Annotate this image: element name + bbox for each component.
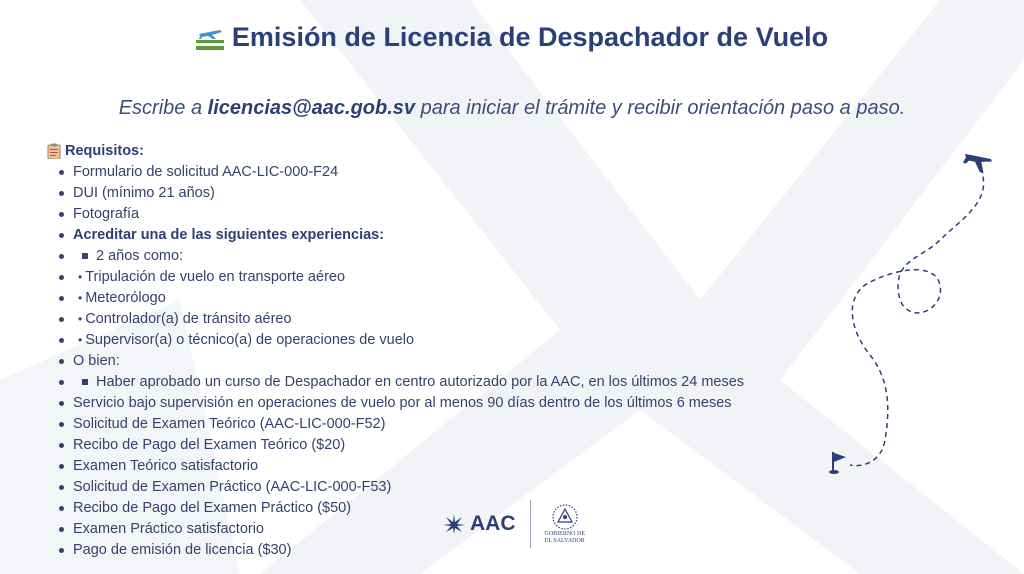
list-item-text: Recibo de Pago del Examen Práctico ($50) bbox=[73, 500, 352, 516]
list-item-text: Meteorólogo bbox=[85, 290, 166, 306]
intro-text bbox=[0, 97, 1024, 120]
intro-prefix: Escribe a bbox=[118, 97, 203, 119]
list-item-text: Haber aprobado un curso de Despachador en centro autorizado por la AAC, en los últimos 24 meses bbox=[96, 374, 745, 390]
list-item bbox=[73, 540, 744, 561]
square-bullet-icon bbox=[82, 253, 88, 259]
requirements-heading bbox=[47, 143, 144, 159]
list-item-text: Examen Teórico satisfactorio bbox=[73, 458, 259, 474]
logo-divider bbox=[530, 500, 531, 548]
list-item-text: Supervisor(a) o técnico(a) de operaciones de vuelo bbox=[85, 332, 415, 348]
list-item bbox=[73, 246, 744, 267]
intro-suffix: para iniciar el trámite y recibir orientación paso a paso. bbox=[420, 97, 906, 119]
dot-bullet-icon: • bbox=[78, 291, 83, 305]
flight-path-decoration bbox=[820, 140, 1010, 490]
list-item-text: Solicitud de Examen Teórico (AAC-LIC-000-F52) bbox=[73, 416, 386, 432]
list-item-text: DUI (mínimo 21 años) bbox=[73, 185, 215, 201]
dot-bullet-icon: • bbox=[78, 333, 83, 347]
list-item bbox=[73, 393, 744, 414]
airplane-icon bbox=[961, 150, 993, 175]
list-item bbox=[73, 414, 744, 435]
list-item bbox=[73, 183, 744, 204]
list-item-text: Tripulación de vuelo en transporte aéreo bbox=[85, 269, 346, 285]
list-item bbox=[73, 456, 744, 477]
footer-logos bbox=[442, 498, 585, 550]
gob-line2: EL SALVADOR bbox=[544, 538, 585, 544]
list-item bbox=[73, 162, 744, 183]
list-item-text: 2 años como: bbox=[96, 248, 184, 264]
list-item bbox=[73, 330, 744, 351]
list-item bbox=[73, 477, 744, 498]
aac-logo-text: AAC bbox=[470, 512, 516, 535]
requirements-list bbox=[56, 162, 744, 561]
list-item bbox=[73, 351, 744, 372]
aac-logo bbox=[442, 512, 516, 536]
list-item-text: O bien: bbox=[73, 353, 120, 369]
coat-of-arms-icon bbox=[550, 503, 580, 531]
page-title bbox=[0, 22, 1024, 53]
dot-bullet-icon: • bbox=[78, 312, 83, 326]
list-item-text: Acreditar una de las siguientes experiencias: bbox=[73, 227, 385, 243]
list-item bbox=[73, 267, 744, 288]
list-item-text: Fotografía bbox=[73, 206, 140, 222]
list-item-text: Formulario de solicitud AAC-LIC-000-F24 bbox=[73, 164, 339, 180]
list-item bbox=[73, 204, 744, 225]
list-item bbox=[73, 372, 744, 393]
clipboard-icon bbox=[47, 143, 61, 159]
dot-bullet-icon: • bbox=[78, 270, 83, 284]
list-item-text: Examen Práctico satisfactorio bbox=[73, 521, 264, 537]
list-item-text: Controlador(a) de tránsito aéreo bbox=[85, 311, 292, 327]
list-item bbox=[73, 435, 744, 456]
list-item bbox=[73, 225, 744, 246]
list-item bbox=[73, 519, 744, 540]
gobierno-el-salvador-logo bbox=[545, 503, 586, 545]
aac-star-icon bbox=[442, 513, 466, 535]
airplane-flag-icon bbox=[196, 26, 224, 50]
flag-icon bbox=[829, 452, 846, 474]
list-item-text: Servicio bajo supervisión en operaciones de vuelo por al menos 90 días dentro de los últimos 6 meses bbox=[73, 395, 732, 411]
contact-email[interactable]: licencias@aac.gob.sv bbox=[207, 97, 416, 119]
list-item bbox=[73, 288, 744, 309]
requirements-heading-text: Requisitos: bbox=[65, 143, 144, 159]
title-text: Emisión de Licencia de Despachador de Vuelo bbox=[231, 22, 829, 52]
square-bullet-icon bbox=[82, 379, 88, 385]
gob-line1: GOBIERNO DE bbox=[544, 531, 585, 537]
list-item-text: Pago de emisión de licencia ($30) bbox=[73, 542, 292, 558]
list-item-text: Solicitud de Examen Práctico (AAC-LIC-000-F53) bbox=[73, 479, 392, 495]
list-item bbox=[73, 498, 744, 519]
list-item bbox=[73, 309, 744, 330]
list-item-text: Recibo de Pago del Examen Teórico ($20) bbox=[73, 437, 346, 453]
